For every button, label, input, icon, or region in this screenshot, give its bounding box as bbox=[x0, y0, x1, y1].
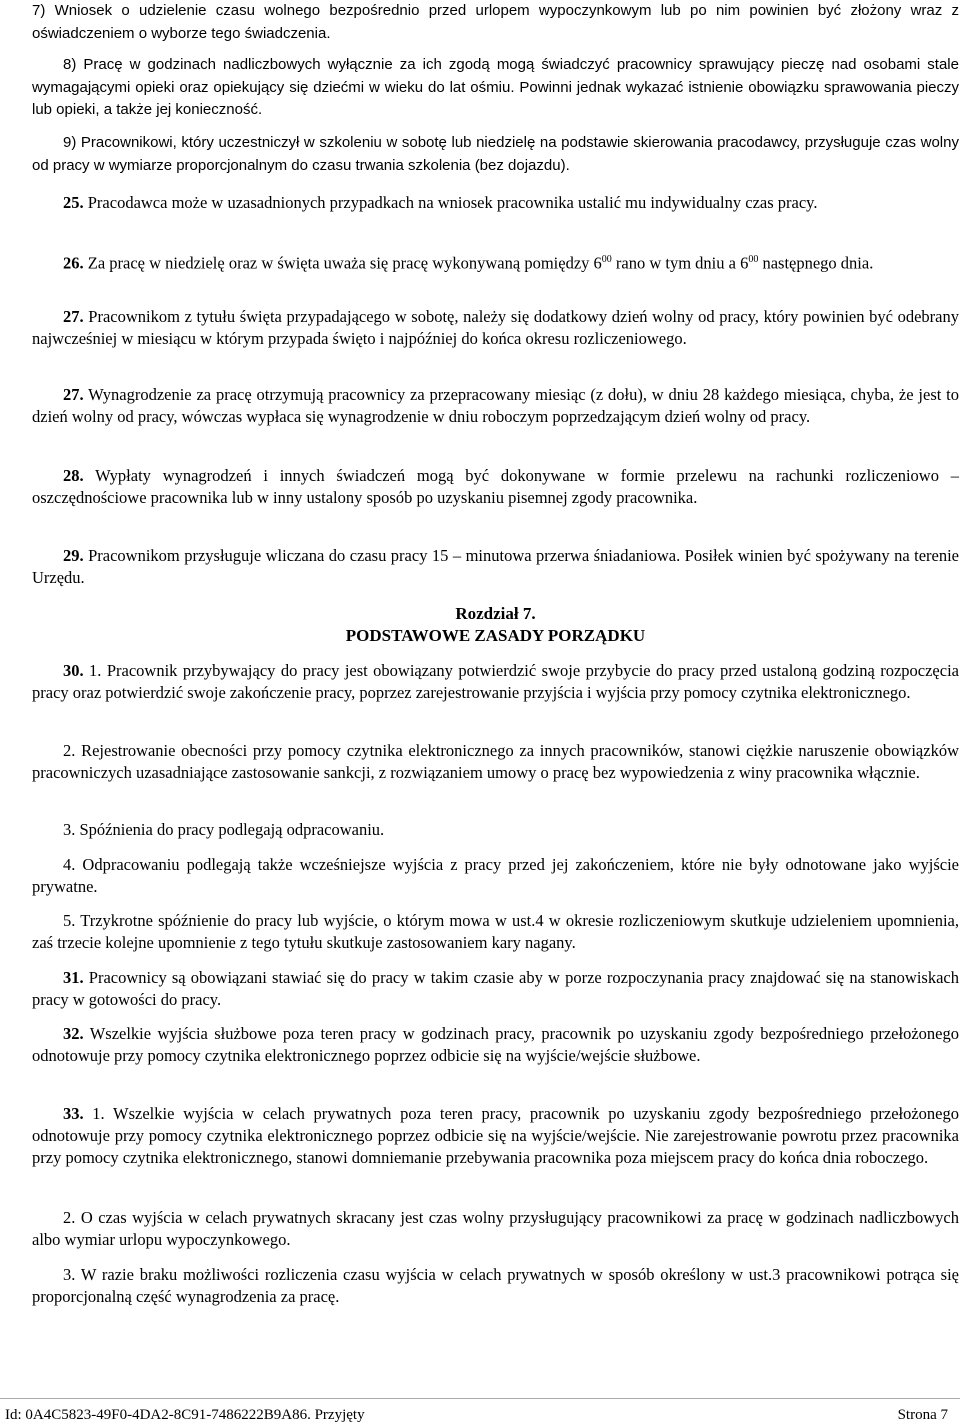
section-33-point-1-text: 1. Wszelkie wyjścia w celach prywatnych poza teren pracy, pracownik po uzyskaniu zgody bezpośredniego przełożonego odnotowuje przy pomocy czytnika elektronicznego poprzez odbicie się na wyjście/wejście. Nie zarejestrowanie powrotu przez pracownika przy pomocy czytnika elektronicznego, stanowi domniemanie przebywania pracownika poza miejscem pracy do końca dnia roboczego. bbox=[32, 1104, 959, 1167]
section-26-number: 26. bbox=[63, 253, 84, 273]
section-31-text: Pracownicy są obowiązani stawiać się do pracy w takim czasie aby w porze rozpoczynania pracy znajdować się na stanowiskach pracy w gotowości do pracy. bbox=[32, 968, 959, 1009]
section-26-text-a: Za pracę w niedzielę oraz w święta uważa się pracę wykonywaną pomiędzy 6 bbox=[83, 253, 602, 273]
chapter-number: Rozdział 7. bbox=[455, 604, 536, 623]
section-27-a-text: Pracownikom z tytułu święta przypadającego w sobotę, należy się dodatkowy dzień wolny od pracy, który powinien być odebrany najwcześniej w miesiącu w którym przypada święto i najpóźniej do końca okresu rozliczeniowego. bbox=[32, 307, 959, 348]
section-27-b-text: Wynagrodzenie za pracę otrzymują pracownicy za przepracowany miesiąc (z dołu), w dniu 28 każdego miesiąca, chyba, że jest to dzień wolny od pracy, wówczas wypłaca się wynagrodzenie w dniu roboczym poprzedzającym dzień wolny od pracy. bbox=[32, 385, 959, 426]
section-29-text: Pracownikom przysługuje wliczana do czasu pracy 15 – minutowa przerwa śniadaniowa. Posiłek winien być spożywany na terenie Urzędu. bbox=[32, 546, 959, 587]
section-33-number: 33. bbox=[63, 1104, 84, 1123]
section-30-point-3: 3. Spóźnienia do pracy podlegają odpracowaniu. bbox=[63, 820, 385, 839]
section-30-point-2: 2. Rejestrowanie obecności przy pomocy czytnika elektronicznego za innych pracowników, stanowi ciężkie naruszenie obowiązków pracowniczych uzasadniające zastosowanie sankcji, z rozwiązaniem umowy o pracę bez wypowiedzenia z winy pracownika włącznie. bbox=[32, 741, 959, 782]
section-30-number: 30. bbox=[63, 661, 84, 680]
section-33-point-2: 2. O czas wyjścia w celach prywatnych skracany jest czas wolny przysługujący pracownikowi za pracę w godzinach nadliczbowych albo wymiar urlopu wypoczynkowego. bbox=[32, 1208, 959, 1249]
section-30-point-1 bbox=[32, 660, 959, 704]
section-27-a bbox=[32, 306, 959, 350]
section-33-point-3: 3. W razie braku możliwości rozliczenia czasu wyjścia w celach prywatnych w sposób określony w ust.3 pracownikowi potrąca się proporcjonalną część wynagrodzenia za pracę. bbox=[32, 1265, 959, 1306]
section-31 bbox=[32, 967, 959, 1011]
section-32-number: 32. bbox=[63, 1024, 84, 1043]
footer-divider bbox=[0, 1398, 960, 1399]
section-32 bbox=[32, 1023, 959, 1067]
paragraph-9: 9) Pracownikowi, który uczestniczył w szkoleniu w sobotę lub niedzielę na podstawie skierowania pracodawcy, przysługuje czas wolny od pracy w wymiarze proporcjonalnym do czasu trwania szkolenia (bez dojazdu). bbox=[32, 134, 959, 174]
section-27-a-number: 27. bbox=[63, 307, 84, 326]
page-footer bbox=[0, 1404, 960, 1428]
section-26-text-c: następnego dnia. bbox=[758, 253, 874, 273]
section-26 bbox=[32, 249, 959, 275]
section-29 bbox=[32, 545, 959, 589]
section-27-b-number: 27. bbox=[63, 385, 84, 404]
section-25-text: Pracodawca może w uzasadnionych przypadkach na wniosek pracownika ustalić mu indywidualny czas pracy. bbox=[83, 193, 818, 212]
document-id: Id: 0A4C5823-49F0-4DA2-8C91-7486222B9A86. Przyjęty bbox=[5, 1407, 365, 1423]
section-30-point-1-text: 1. Pracownik przybywający do pracy jest obowiązany potwierdzić swoje przybycie do pracy przed ustaloną godziną rozpoczęcia pracy oraz potwierdzić swoje zakończenie pracy, poprzez zarejestrowanie przyjścia i wyjścia przy pomocy czytnika elektronicznego. bbox=[32, 661, 959, 702]
section-28-text: Wypłaty wynagrodzeń i innych świadczeń mogą być dokonywane w formie przelewu na rachunki rozliczeniowo – oszczędnościowe pracownika lub w inny ustalony sposób po uzyskaniu pisemnej zgody pracownika. bbox=[32, 466, 959, 507]
section-33-point-1 bbox=[32, 1103, 959, 1169]
section-28-number: 28. bbox=[63, 466, 84, 485]
section-30-point-5: 5. Trzykrotne spóźnienie do pracy lub wyjście, o którym mowa w ust.4 w okresie rozliczeniowym skutkuje udzieleniem upomnienia, zaś trzecie kolejne upomnienie z tego tytułu skutkuje zastosowaniem kary nagany. bbox=[32, 911, 959, 952]
section-32-text: Wszelkie wyjścia służbowe poza teren pracy w godzinach pracy, pracownik po uzyskaniu zgody bezpośredniego przełożonego odnotowuje przy pomocy czytnika elektronicznego poprzez odbicie się na wyjście/wejście służbowe. bbox=[32, 1024, 959, 1065]
section-26-sup-2: 00 bbox=[748, 254, 759, 265]
section-28 bbox=[32, 465, 959, 509]
paragraph-8: 8) Pracę w godzinach nadliczbowych wyłącznie za ich zgodą mogą świadczyć pracownicy sprawujący pieczę nad osobami stale wymagającymi opieki oraz opiekujący się dziećmi w wieku do lat ośmiu. Powinni jednak wykazać istnienie obowiązku sprawowania pieczy lub opieki, a także jej konieczność. bbox=[32, 56, 959, 118]
section-26-text-b: rano w tym dniu a 6 bbox=[611, 253, 749, 273]
section-25-number: 25. bbox=[63, 193, 84, 212]
section-30-point-4: 4. Odpracowaniu podlegają także wcześniejsze wyjścia z pracy przed jej zakończeniem, które nie były odnotowane jako wyjście prywatne. bbox=[32, 855, 959, 896]
paragraph-7: 7) Wniosek o udzielenie czasu wolnego bezpośrednio przed urlopem wypoczynkowym lub po nim powinien być złożony wraz z oświadczeniem o wyborze tego świadczenia. bbox=[32, 2, 959, 42]
section-26-sup-1: 00 bbox=[601, 254, 612, 265]
chapter-title: PODSTAWOWE ZASADY PORZĄDKU bbox=[345, 626, 646, 645]
page-number: Strona 7 bbox=[897, 1407, 948, 1423]
section-27-b bbox=[32, 384, 959, 428]
section-31-number: 31. bbox=[63, 968, 84, 987]
section-29-number: 29. bbox=[63, 546, 84, 565]
section-25 bbox=[32, 192, 959, 214]
